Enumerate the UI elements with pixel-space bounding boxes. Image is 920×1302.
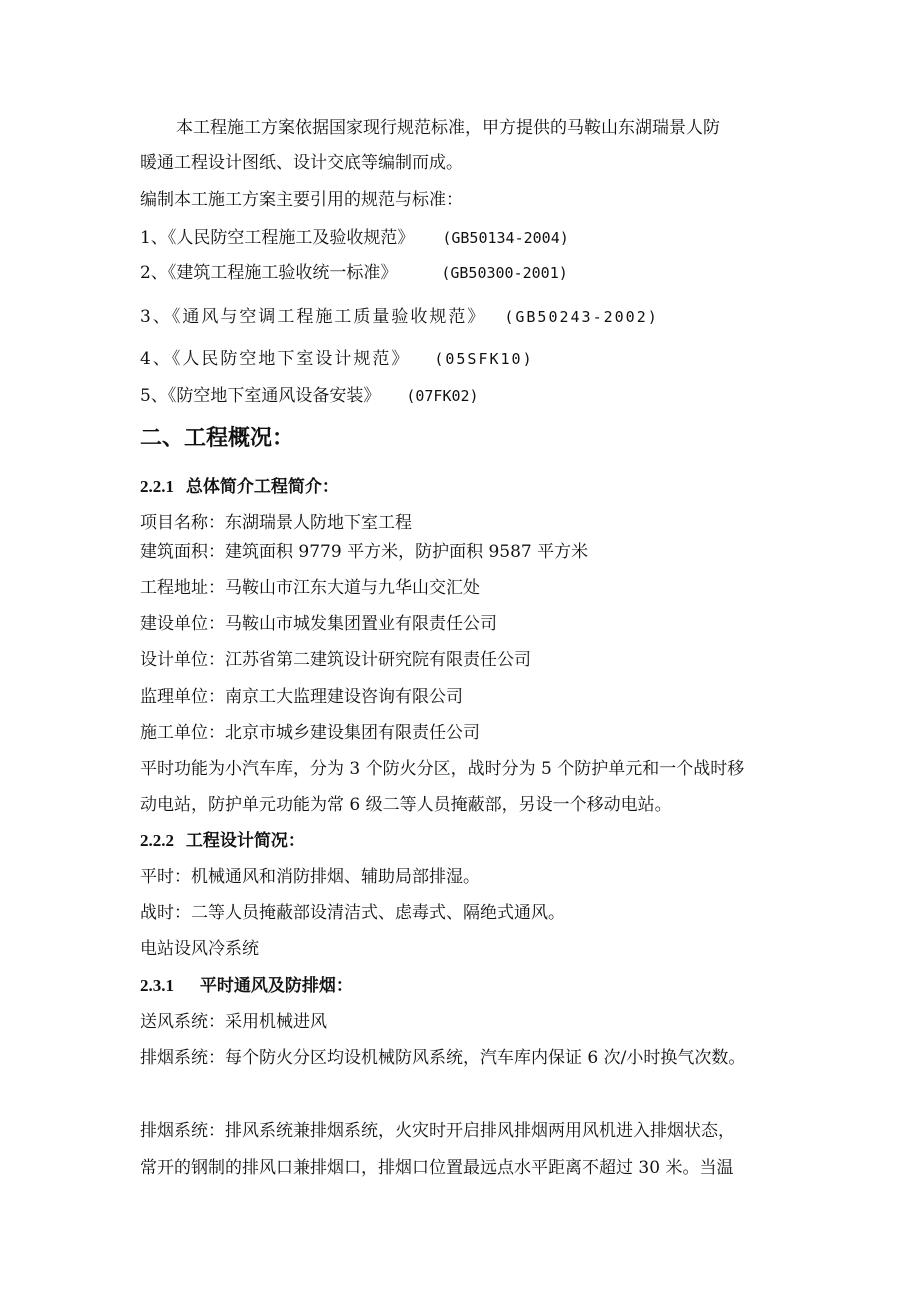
reference-number: 3、 bbox=[140, 307, 172, 327]
project-info-line: 项目名称：东湖瑞景人防地下室工程 bbox=[140, 513, 412, 533]
reference-code: (GB50300-2001) bbox=[441, 264, 568, 282]
subsection-title: 工程设计简况： bbox=[185, 831, 305, 851]
subsection-title: 总体简介工程简介： bbox=[185, 477, 339, 497]
project-info-line: 设计单位：江苏省第二建筑设计研究院有限责任公司 bbox=[140, 650, 531, 670]
reference-item bbox=[140, 385, 479, 407]
reference-item bbox=[140, 262, 568, 284]
reference-number: 4、 bbox=[140, 349, 172, 369]
reference-title: 《通风与空调工程施工质量验收规范》 bbox=[171, 307, 487, 327]
reference-title: 《建筑工程施工验收统一标准》 bbox=[167, 263, 398, 283]
intro-paragraph-line-2: 暖通工程设计图纸、设计交底等编制而成。 bbox=[140, 153, 463, 173]
project-info-line: 监理单位：南京工大监理建设咨询有限公司 bbox=[140, 687, 463, 707]
reference-code: (GB50243-2002) bbox=[504, 308, 659, 326]
project-info-line: 施工单位：北京市城乡建设集团有限责任公司 bbox=[140, 723, 480, 743]
smoke-exhaust-line-1: 排烟系统：排风系统兼排烟系统，火灾时开启排风排烟两用风机进入排烟状态， bbox=[140, 1121, 735, 1141]
reference-item bbox=[140, 227, 569, 249]
subsection-number: 2.3.1 bbox=[140, 976, 174, 995]
ventilation-line: 送风系统：采用机械进风 bbox=[140, 1012, 327, 1032]
design-line: 电站设风冷系统 bbox=[140, 939, 259, 959]
intro-paragraph-line-1: 本工程施工方案依据国家现行规范标准，甲方提供的马鞍山东湖瑞景人防 bbox=[176, 118, 720, 138]
subsection-heading bbox=[140, 830, 305, 852]
reference-code: (GB50134-2004) bbox=[442, 229, 569, 247]
reference-item bbox=[140, 348, 534, 370]
subsection-title: 平时通风及防排烟： bbox=[199, 976, 353, 996]
project-info-line: 建设单位：马鞍山市城发集团置业有限责任公司 bbox=[140, 614, 497, 634]
subsection-heading bbox=[140, 975, 353, 997]
project-info-line: 建筑面积：建筑面积 9779 平方米，防护面积 9587 平方米 bbox=[140, 542, 589, 562]
subsection-number: 2.2.1 bbox=[140, 477, 174, 496]
reference-code: (05SFK10) bbox=[434, 350, 534, 368]
project-info-line: 工程地址：马鞍山市江东大道与九华山交汇处 bbox=[140, 578, 480, 598]
reference-item bbox=[140, 306, 659, 328]
peacetime-function-line-2: 动电站，防护单元功能为常 6 级二等人员掩蔽部，另设一个移动电站。 bbox=[140, 795, 672, 815]
reference-title: 《人民防空工程施工及验收规范》 bbox=[167, 228, 415, 248]
peacetime-function-line-1: 平时功能为小汽车库，分为 3 个防火分区，战时分为 5 个防护单元和一个战时移 bbox=[140, 759, 745, 779]
reference-number: 1、 bbox=[140, 228, 168, 248]
subsection-number: 2.2.2 bbox=[140, 831, 174, 850]
reference-number: 5、 bbox=[140, 386, 168, 406]
smoke-exhaust-line-2: 常开的钢制的排风口兼排烟口，排烟口位置最远点水平距离不超过 30 米。当温 bbox=[140, 1158, 734, 1178]
reference-title: 《人民防空地下室设计规范》 bbox=[171, 349, 411, 369]
subsection-heading bbox=[140, 476, 339, 498]
section-heading: 二、工程概况： bbox=[140, 426, 295, 451]
references-intro: 编制本工施工方案主要引用的规范与标准： bbox=[140, 190, 463, 210]
ventilation-line: 排烟系统：每个防火分区均设机械防风系统，汽车库内保证 6 次/小时换气次数。 bbox=[140, 1048, 746, 1068]
reference-title: 《防空地下室通风设备安装》 bbox=[167, 386, 381, 406]
design-line: 战时：二等人员掩蔽部设清洁式、虑毒式、隔绝式通风。 bbox=[140, 903, 565, 923]
reference-number: 2、 bbox=[140, 263, 168, 283]
design-line: 平时：机械通风和消防排烟、辅助局部排湿。 bbox=[140, 867, 480, 887]
reference-code: (07FK02) bbox=[406, 387, 479, 405]
